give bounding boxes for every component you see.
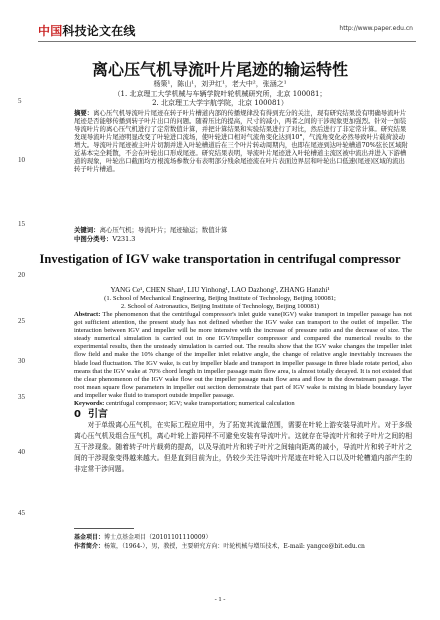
abstract-english-text: The phenomenon that the centrifugal compressor's inlet guide vane(IGV) wake transport in impeller passage has not got sufficient attention, the present study has not defined whether the IGV wake can transport to the outlet of impeller. The interaction between IGV and impeller will be more intensive with the increase of pressure ratio and the decrease of size. The steady numerical simulation is carried out in one IGV/impeller compressor and compared the numerical results to the experimental results, then the unsteady simulation is carried out. The results show that the IGV wake changes the impeller inlet flow field and make the 10% change of the impeller inlet relative angle, the change of relative angle inevitably increases the blade load fluctuation. The IGV wake, is cut by impeller blade and transport in impeller passage in three blade rotate period, also means that the IGV wake at 70% chord length in impeller passage main flow area, is almost totally decayed. It is not existed that the clear phenomenon of the IGV wake flow out the impeller passage main flow area and flow in the downstream passage. The root mean square flow parameters in impeller out section demonstrate that part of IGV wake is mixing in blade boundary layer and impeller wake fluid to transport outside impeller passage. <box>74 311 412 399</box>
abstract-chinese-label: 摘要： <box>74 109 94 117</box>
line-number: 15 <box>18 220 25 228</box>
line-number: 5 <box>18 97 22 105</box>
footnote-author-label: 作者简介： <box>74 543 105 550</box>
classification-label: 中图分类号： <box>74 235 113 243</box>
abstract-chinese-text: 离心压气机导流叶片尾迹在转子叶片槽道内部的传播规律没有得到充分的关注，现有研究结果没有明确导流叶片尾迹是否能够传播到转子叶片出口的问题。随着压比的提高，尺寸的减小，两者之间的干涉现象更加强烈。针对一加装导流叶片的离心压气机进行了定常数值计算，并把计算结果和实验结果进行了对比，然后进行了非定常计算。研究结果发现导流叶片尾迹明显改变了叶轮进口流场，使叶轮进口相对气流角变化达到10°，气流角变化必然导致叶片载荷波动增大。导流叶片尾迹被主叶片切割并进入叶轮槽道后在三个叶片转动周期内，也即在尾迹到达叶轮槽道70%弦长区域附近基本完全耗散，不会在叶轮出口形成尾迹。研究结果表明，导流叶片尾迹进入叶轮槽道主流区被中流出并进入下游槽道的现象，叶轮出口截面均方根流场参数分布表明部分残余尾迹流在叶片表面边界层和叶轮出口低速(尾迹)区域的流出转子叶片槽道。 <box>74 109 408 173</box>
section-title: 引言 <box>87 409 108 420</box>
keywords-english-label: Keywords: <box>74 400 105 408</box>
footnote-divider <box>74 528 134 529</box>
section-heading <box>74 405 108 420</box>
header-divider <box>38 41 416 42</box>
affiliation-english-1: (1. School of Mechanical Engineering, Beijing Institute of Technology, Beijing 100081; <box>104 295 336 302</box>
introduction-paragraph: 对于单级离心压气机，在实际工程应用中，为了拓宽其流量范围，需要在叶轮上游安装导流叶片。对于多级离心压气机及组合压气机，离心叶轮上游同样不可避免安装有导流叶片。这就存在导流叶片和转子叶片之间的相互干涉现象。随着转子叶片载荷的提高，以及导流叶片和转子叶片之间轴向距离的减小，导流叶片和转子叶片之间的干涉现象变得越来越大。但是直到目前为止，仍较少关注导流叶片尾迹在叶轮入口以及叶轮槽道内部产生的非定常干涉问题。 <box>74 421 412 473</box>
authors-english: YANG Ce¹, CHEN Shan¹, LIU Yinhong¹, LAO Dazhong², ZHANG Hanzhi¹ <box>110 286 330 294</box>
footnote-funding-label: 基金项目： <box>74 534 105 541</box>
authors-chinese: 杨策¹，陈山¹，刘尹红¹，老大中²，张涵之¹ <box>153 80 287 88</box>
introduction-body <box>74 420 412 475</box>
line-number: 25 <box>18 317 25 325</box>
page-number: - 1 - <box>214 596 226 603</box>
line-number: 10 <box>18 156 25 164</box>
affiliation-english-2: 2. School of Astronautics, Beijing Institute of Technology, Beijing 100081) <box>120 303 320 310</box>
line-number: 20 <box>18 271 25 279</box>
logo-black-text: 科技论文在线 <box>62 24 136 38</box>
abstract-english <box>74 311 412 408</box>
keywords-english-text: centrifugal compressor; IGV; wake transportation; numerical calculation <box>105 400 295 408</box>
footnote-author <box>74 542 412 551</box>
footnote-funding-text: 博士点基金项目（20101101110009） <box>104 534 212 541</box>
affiliation-chinese-1: （1. 北京理工大学机械与车辆学院叶轮机械研究所，北京 100081； <box>113 90 327 98</box>
line-number: 40 <box>18 448 25 456</box>
page-header <box>38 22 413 38</box>
site-logo[interactable] <box>38 22 136 39</box>
affiliation-chinese-2: 2. 北京理工大学宇航学院，北京 100081） <box>152 99 288 107</box>
classification-chinese <box>74 235 410 243</box>
title-english: Investigation of IGV wake transportation in centrifugal compressor <box>39 252 401 266</box>
section-number: 0 <box>74 409 81 420</box>
footnote-funding <box>74 533 412 542</box>
line-number: 35 <box>18 393 25 401</box>
footnote-author-text: 杨策，（1964-），男，教授，主要研究方向：叶轮机械与增压技术，E-mail: yangce@bit.edu.cn <box>104 543 365 550</box>
title-chinese: 离心压气机导流叶片尾迹的输运特性 <box>91 60 348 79</box>
keywords-chinese <box>74 226 410 234</box>
line-number: 45 <box>18 509 25 517</box>
logo-red-text: 中国 <box>38 24 63 38</box>
classification-code: V231.3 <box>112 235 136 243</box>
abstract-english-label: Abstract: <box>74 311 101 318</box>
line-number: 30 <box>18 357 25 365</box>
keywords-chinese-text: 离心压气机；导流叶片；尾迹输运；数值计算 <box>99 226 228 234</box>
abstract-chinese <box>74 109 410 173</box>
footnotes <box>74 533 412 551</box>
keywords-chinese-label: 关键词： <box>74 226 100 234</box>
site-url[interactable]: http://www.paper.edu.cn <box>339 25 413 32</box>
